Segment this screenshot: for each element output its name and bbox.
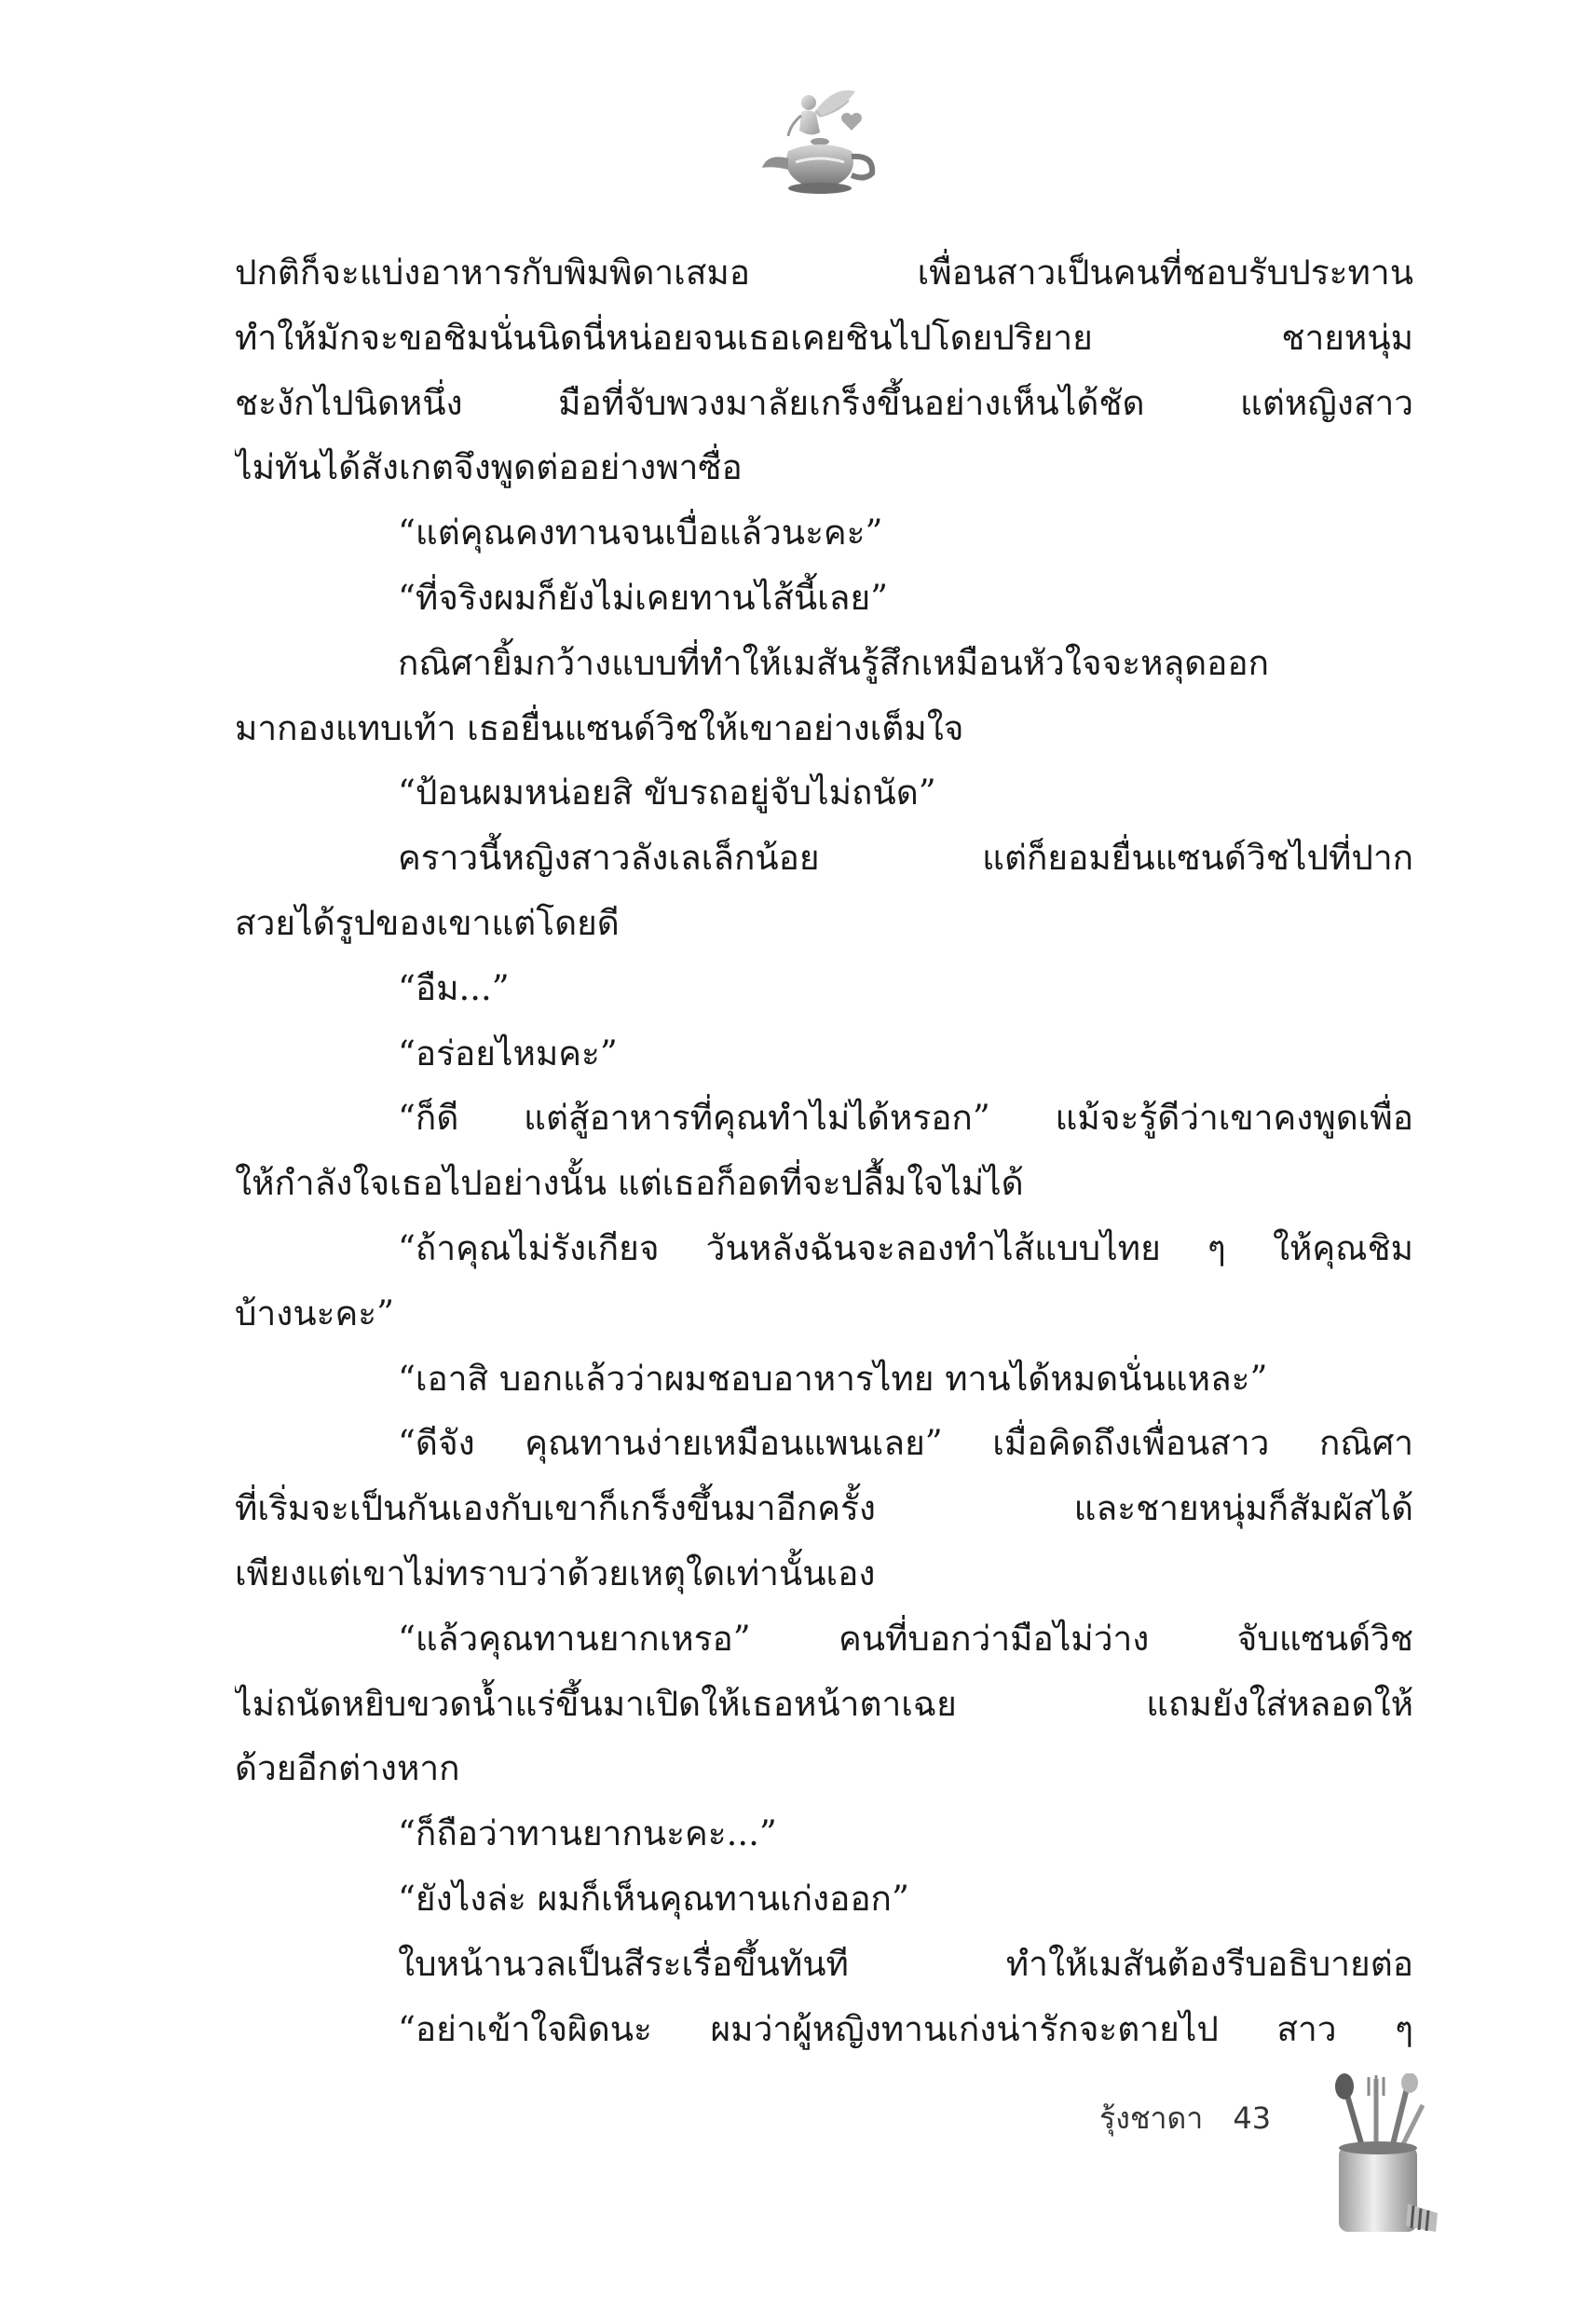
cupid-teapot-icon [755,84,885,205]
text-line: ปกติก็จะแบ่งอาหารกับพิมพิดาเสมอ เพื่อนสาวเป็นคนที่ชอบรับประทาน [235,253,1413,293]
text-line: ที่เริ่มจะเป็นกันเองกับเขาก็เกร็งขึ้นมาอีกครั้ง และชายหนุ่มก็สัมผัสได้ [235,1488,1413,1529]
text-line: “ดีจัง คุณทานง่ายเหมือนแพนเลย” เมื่อคิดถึงเพื่อนสาว กณิศา [398,1423,1413,1464]
text-line: ให้กำลังใจเธอไปอย่างนั้น แต่เธอก็อดที่จะปลื้มใจไม่ได้ [235,1163,1024,1204]
text-line: “ที่จริงผมก็ยังไม่เคยทานไส้นี้เลย” [398,577,889,618]
text-line: ชะงักไปนิดหนึ่ง มือที่จับพวงมาลัยเกร็งขึ้นอย่างเห็นได้ชัด แต่หญิงสาว [235,382,1413,423]
page-number: 43 [1233,2100,1272,2136]
text-line: “ยังไงล่ะ ผมก็เห็นคุณทานเก่งออก” [398,1878,909,1919]
text-line: “ถ้าคุณไม่รังเกียจ วันหลังฉันจะลองทำไส้แบบไทย ๆ ให้คุณชิม [398,1227,1413,1268]
text-line: “เอาสิ บอกแล้วว่าผมชอบอาหารไทย ทานได้หมดนั่นแหละ” [398,1358,1268,1399]
text-line: “ก็ถือว่าทานยากนะคะ...” [398,1813,777,1854]
text-line: คราวนี้หญิงสาวลังเลเล็กน้อย แต่ก็ยอมยื่นแซนด์วิชไปที่ปาก [398,838,1413,879]
text-line: บ้างนะคะ” [235,1292,395,1333]
text-line: “อืม...” [398,967,510,1008]
book-title: รุ้งชาดา [1099,2100,1204,2136]
text-line: “ก็ดี แต่สู้อาหารที่คุณทำไม่ได้หรอก” แม้จะรู้ดีว่าเขาคงพูดเพื่อ [398,1098,1413,1139]
text-line: ใบหน้านวลเป็นสีระเรื่อขึ้นทันที ทำให้เมสันต้องรีบอธิบายต่อ [398,1943,1413,1984]
text-line: “ป้อนผมหน่อยสิ ขับรถอยู่จับไม่ถนัด” [398,773,936,814]
body-text [235,240,1413,2061]
text-line: “อย่าเข้าใจผิดนะ ผมว่าผู้หญิงทานเก่งน่ารักจะตายไป สาว ๆ [398,2008,1413,2049]
utensil-jar-icon [1318,2073,1439,2236]
text-line: ไม่ถนัดหยิบขวดน้ำแร่ขึ้นมาเปิดให้เธอหน้าตาเฉย แถมยังใส่หลอดให้ [235,1683,1413,1724]
text-line: ทำให้มักจะขอชิมนั่นนิดนี่หน่อยจนเธอเคยชินไปโดยปริยาย ชายหนุ่ม [235,317,1413,358]
text-line: “แล้วคุณทานยากเหรอ” คนที่บอกว่ามือไม่ว่าง จับแซนด์วิช [398,1618,1413,1659]
text-line: “อร่อยไหมคะ” [398,1032,618,1073]
text-line: กณิศายิ้มกว้างแบบที่ทำให้เมสันรู้สึกเหมือนหัวใจจะหลุดออก [398,642,1270,683]
text-line: สวยได้รูปของเขาแต่โดยดี [235,902,620,943]
text-line: ไม่ทันได้สังเกตจึงพูดต่ออย่างพาซื่อ [235,447,743,488]
text-line: มากองแทบเท้า เธอยื่นแซนด์วิชให้เขาอย่างเต็มใจ [235,707,964,748]
text-line: ด้วยอีกต่างหาก [235,1748,460,1789]
text-line: เพียงแต่เขาไม่ทราบว่าด้วยเหตุใดเท่านั้นเอง [235,1552,876,1593]
page-footer [1099,2095,1271,2141]
text-line: “แต่คุณคงทานจนเบื่อแล้วนะคะ” [398,513,883,554]
